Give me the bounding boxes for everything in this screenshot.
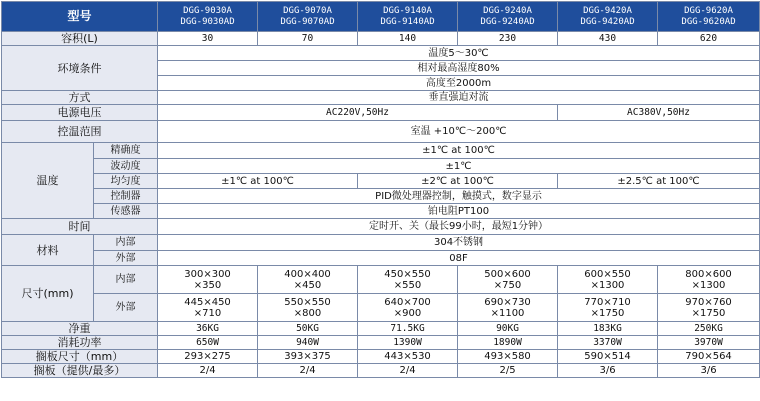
shelf-size-value: 590×514 (558, 350, 658, 364)
size-outer-value (458, 294, 558, 322)
shelf-count-value: 3/6 (558, 364, 658, 378)
shelf-count-value: 2/4 (358, 364, 458, 378)
material-inner-label: 内部 (94, 235, 158, 251)
size-inner-value (258, 266, 358, 294)
size-inner-value (558, 266, 658, 294)
size-inner-value (458, 266, 558, 294)
size-line: ×350 (193, 279, 222, 291)
size-outer-value (258, 294, 358, 322)
size-outer-value (658, 294, 760, 322)
controller-value: PID微处理器控制，触摸式，数字显示 (158, 189, 760, 204)
method-value: 垂直强迫对流 (158, 91, 760, 105)
material-inner-value: 304不锈钢 (158, 235, 760, 251)
size-line: 445×450 (184, 296, 231, 308)
model-cell (158, 2, 258, 32)
environment-temp: 温度5～30℃ (158, 46, 760, 61)
shelf-size-value: 493×580 (458, 350, 558, 364)
weight-value: 36KG (158, 322, 258, 336)
shelf-size-label: 搁板尺寸（mm） (2, 350, 158, 364)
power-consumption-row (2, 336, 760, 350)
environment-altitude: 高度至2000m (158, 76, 760, 91)
size-line: ×1300 (590, 279, 625, 291)
capacity-value: 70 (258, 32, 358, 46)
time-label: 时间 (2, 219, 158, 235)
sensor-label: 传感器 (94, 204, 158, 219)
method-row (2, 91, 760, 105)
temperature-label: 温度 (2, 143, 94, 219)
model-a: DGG-9420A (583, 5, 632, 16)
power-row (2, 105, 760, 121)
model-b: DGG-9620AD (681, 16, 736, 27)
environment-humidity: 相对最高湿度80% (158, 61, 760, 76)
environment-label: 环境条件 (2, 46, 158, 91)
fluctuation-label: 波动度 (94, 159, 158, 174)
size-line: 550×550 (284, 296, 331, 308)
precision-value: ±1℃ at 100℃ (158, 143, 760, 159)
size-line: 800×600 (685, 268, 732, 280)
shelf-count-value: 2/4 (158, 364, 258, 378)
material-outer-label: 外部 (94, 251, 158, 266)
size-line: 690×730 (484, 296, 531, 308)
model-header: 型号 (2, 2, 158, 32)
size-outer-value (358, 294, 458, 322)
size-label: 尺寸(mm) (2, 266, 94, 322)
size-line: ×1750 (691, 307, 726, 319)
size-line: ×900 (393, 307, 422, 319)
size-line: ×1750 (590, 307, 625, 319)
power-consumption-value: 1390W (358, 336, 458, 350)
model-b: DGG-9420AD (580, 16, 635, 27)
control-range-value: 室温 +10℃～200℃ (158, 121, 760, 143)
size-line: ×1100 (490, 307, 525, 319)
weight-value: 183KG (558, 322, 658, 336)
power-220v: AC220V,50Hz (158, 105, 558, 121)
size-line: 770×710 (584, 296, 631, 308)
environment-row (2, 46, 760, 61)
model-cell (658, 2, 760, 32)
temperature-row (2, 143, 760, 159)
material-row (2, 251, 760, 266)
model-cell (258, 2, 358, 32)
material-row (2, 235, 760, 251)
shelf-size-value: 393×375 (258, 350, 358, 364)
power-380v: AC380V,50Hz (558, 105, 760, 121)
size-line: 500×600 (484, 268, 531, 280)
size-line: ×450 (293, 279, 322, 291)
size-line: ×1300 (691, 279, 726, 291)
size-line: 400×400 (284, 268, 331, 280)
fluctuation-value: ±1℃ (158, 159, 760, 174)
model-a: DGG-9030A (183, 5, 232, 16)
size-line: 640×700 (384, 296, 431, 308)
size-line: ×550 (393, 279, 422, 291)
material-label: 材料 (2, 235, 94, 266)
weight-value: 250KG (658, 322, 760, 336)
size-line: ×750 (493, 279, 522, 291)
size-inner-value (658, 266, 760, 294)
capacity-value: 620 (658, 32, 760, 46)
power-consumption-value: 3370W (558, 336, 658, 350)
capacity-row (2, 32, 760, 46)
temperature-row (2, 159, 760, 174)
temperature-row (2, 189, 760, 204)
model-b: DGG-9030AD (180, 16, 235, 27)
size-inner-value (358, 266, 458, 294)
controller-label: 控制器 (94, 189, 158, 204)
spec-table (1, 1, 760, 378)
shelf-size-value: 443×530 (358, 350, 458, 364)
size-line: 600×550 (584, 268, 631, 280)
power-label: 电源电压 (2, 105, 158, 121)
size-row (2, 294, 760, 322)
capacity-value: 140 (358, 32, 458, 46)
model-b: DGG-9240AD (480, 16, 535, 27)
capacity-value: 30 (158, 32, 258, 46)
size-outer-value (558, 294, 658, 322)
power-consumption-value: 1890W (458, 336, 558, 350)
size-row (2, 266, 760, 294)
temperature-row (2, 174, 760, 189)
time-row (2, 219, 760, 235)
sensor-value: 铂电阻PT100 (158, 204, 760, 219)
temperature-row (2, 204, 760, 219)
method-label: 方式 (2, 91, 158, 105)
size-line: ×710 (193, 307, 222, 319)
model-a: DGG-9140A (383, 5, 432, 16)
precision-label: 精确度 (94, 143, 158, 159)
weight-label: 净重 (2, 322, 158, 336)
weight-value: 71.5KG (358, 322, 458, 336)
model-b: DGG-9070AD (280, 16, 335, 27)
shelf-size-row (2, 350, 760, 364)
model-a: DGG-9240A (483, 5, 532, 16)
size-inner-value (158, 266, 258, 294)
shelf-size-value: 790×564 (658, 350, 760, 364)
control-range-label: 控温范围 (2, 121, 158, 143)
capacity-value: 230 (458, 32, 558, 46)
weight-row (2, 322, 760, 336)
material-outer-value: 08F (158, 251, 760, 266)
size-inner-label: 内部 (94, 266, 158, 294)
capacity-value: 430 (558, 32, 658, 46)
size-outer-label: 外部 (94, 294, 158, 322)
size-line: 970×760 (685, 296, 732, 308)
shelf-count-row (2, 364, 760, 378)
model-a: DGG-9070A (283, 5, 332, 16)
weight-value: 50KG (258, 322, 358, 336)
power-consumption-value: 940W (258, 336, 358, 350)
model-cell (558, 2, 658, 32)
control-range-row (2, 121, 760, 143)
model-a: DGG-9620A (684, 5, 733, 16)
size-line: 300×300 (184, 268, 231, 280)
shelf-count-value: 3/6 (658, 364, 760, 378)
uniformity-value: ±2.5℃ at 100℃ (558, 174, 760, 189)
model-cell (358, 2, 458, 32)
uniformity-value: ±1℃ at 100℃ (158, 174, 358, 189)
power-consumption-value: 3970W (658, 336, 760, 350)
power-consumption-label: 消耗功率 (2, 336, 158, 350)
shelf-size-value: 293×275 (158, 350, 258, 364)
model-cell (458, 2, 558, 32)
shelf-count-value: 2/5 (458, 364, 558, 378)
model-b: DGG-9140AD (380, 16, 435, 27)
shelf-count-value: 2/4 (258, 364, 358, 378)
size-outer-value (158, 294, 258, 322)
size-line: 450×550 (384, 268, 431, 280)
shelf-count-label: 搁板（提供/最多） (2, 364, 158, 378)
header-row (2, 2, 760, 32)
uniformity-label: 均匀度 (94, 174, 158, 189)
time-value: 定时开、关（最长99小时，最短1分钟） (158, 219, 760, 235)
uniformity-value: ±2℃ at 100℃ (358, 174, 558, 189)
size-line: ×800 (293, 307, 322, 319)
power-consumption-value: 650W (158, 336, 258, 350)
capacity-label: 容积(L) (2, 32, 158, 46)
weight-value: 90KG (458, 322, 558, 336)
